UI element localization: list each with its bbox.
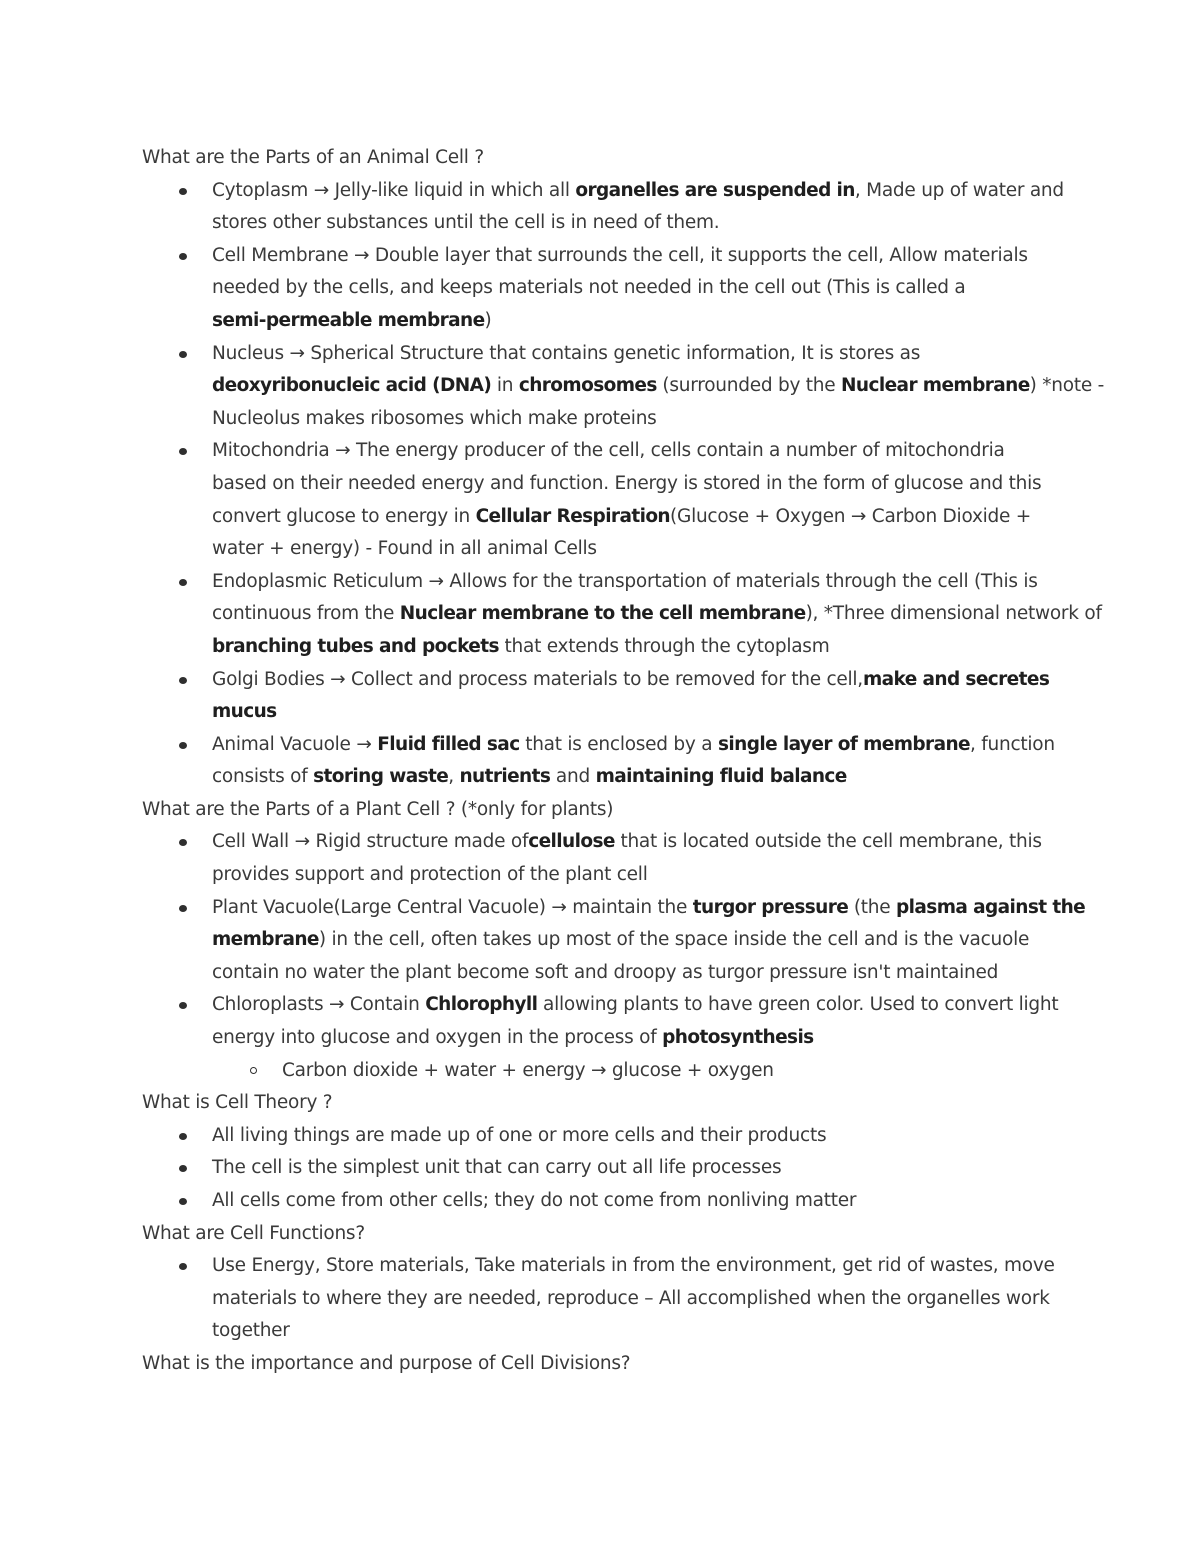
text-line: Nucleus → Spherical Structure that contains genetic information, It is stores as bbox=[212, 342, 921, 364]
animal-cell-list bbox=[142, 175, 1105, 794]
text-run: ) *note - bbox=[1029, 375, 1105, 397]
bold-term: cellulose bbox=[528, 831, 615, 853]
text-line: Endoplasmic Reticulum → Allows for the transportation of materials through the cell (This is bbox=[212, 570, 1038, 592]
bold-term: make and secretes bbox=[862, 668, 1050, 690]
text-run: , bbox=[448, 766, 460, 788]
list-item: All living things are made up of one or more cells and their products bbox=[142, 1120, 1072, 1153]
text-run: , Made up of water and bbox=[854, 179, 1064, 201]
text-line bbox=[212, 924, 1072, 957]
list-item-nucleus bbox=[142, 338, 1105, 436]
cell-theory-list bbox=[142, 1120, 1072, 1218]
text-line: Nucleolus makes ribosomes which make proteins bbox=[212, 407, 657, 429]
list-item-chloroplasts bbox=[142, 989, 1072, 1054]
bold-term: membrane bbox=[212, 929, 319, 951]
cell-theory-heading: What is Cell Theory ? bbox=[142, 1092, 333, 1114]
text-line: materials to where they are needed, reproduce – All accomplished when the organelles work bbox=[212, 1287, 1050, 1309]
text-line bbox=[212, 370, 1105, 403]
text-run: energy into glucose and oxygen in the process of bbox=[212, 1027, 663, 1049]
text-line bbox=[212, 501, 1072, 534]
text-run: consists of bbox=[212, 766, 314, 788]
text-run: Chloroplasts → Contain bbox=[212, 994, 426, 1016]
text-line bbox=[212, 305, 1072, 338]
bold-term: Fluid filled sac bbox=[377, 733, 520, 755]
bold-term: deoxyribonucleic acid (DNA) bbox=[212, 375, 492, 397]
text-line: based on their needed energy and function. Energy is stored in the form of glucose and this bbox=[212, 472, 1042, 494]
list-item: The cell is the simplest unit that can carry out all life processes bbox=[142, 1152, 1072, 1185]
plant-cell-list bbox=[142, 826, 1086, 1054]
list-item-plant-vacuole bbox=[142, 892, 1086, 990]
bold-term: chromosomes bbox=[518, 375, 657, 397]
text-run: ), *Three dimensional network of bbox=[805, 603, 1102, 625]
text-run: (surrounded by the bbox=[656, 375, 842, 397]
text-run: Cytoplasm → Jelly-like liquid in which all bbox=[212, 179, 576, 201]
list-item-endoplasmic-reticulum bbox=[142, 566, 1102, 664]
list-item-golgi-bodies bbox=[142, 664, 1072, 729]
text-run: in bbox=[491, 375, 519, 397]
bold-term: plasma against the bbox=[896, 896, 1086, 918]
cell-functions-heading: What are Cell Functions? bbox=[142, 1222, 365, 1244]
animal-cell-heading: What are the Parts of an Animal Cell ? bbox=[142, 147, 484, 168]
bold-term: storing waste bbox=[313, 766, 449, 788]
document-body bbox=[142, 142, 1105, 1381]
text-line: stores other substances until the cell is in need of them. bbox=[212, 212, 720, 234]
plant-cell-heading: What are the Parts of a Plant Cell ? (*only for plants) bbox=[142, 798, 614, 820]
text-run: that is enclosed by a bbox=[519, 733, 718, 755]
bold-term: single layer of membrane bbox=[717, 733, 970, 755]
text-run: that extends through the cytoplasm bbox=[498, 635, 830, 657]
list-item-functions bbox=[142, 1250, 1072, 1348]
text-run: , function bbox=[969, 733, 1055, 755]
text-line: provides support and protection of the plant cell bbox=[212, 864, 648, 886]
photosynthesis-sublist bbox=[142, 1055, 1072, 1088]
text-run: ) bbox=[484, 309, 492, 331]
bold-term: organelles are suspended in bbox=[575, 179, 855, 201]
bold-term: turgor pressure bbox=[692, 896, 849, 918]
text-run: allowing plants to have green color. Used to convert light bbox=[537, 994, 1059, 1016]
text-line bbox=[212, 729, 1072, 762]
list-item: All cells come from other cells; they do not come from nonliving matter bbox=[142, 1185, 1072, 1218]
cell-division-heading: What is the importance and purpose of Cell Divisions? bbox=[142, 1352, 631, 1374]
bold-term: Nuclear membrane to the cell membrane bbox=[399, 603, 806, 625]
text-run: that is located outside the cell membrane, this bbox=[614, 831, 1042, 853]
bold-term: semi-permeable membrane bbox=[212, 309, 485, 331]
text-line: contain no water the plant become soft and droopy as turgor pressure isn't maintained bbox=[212, 961, 999, 983]
text-line bbox=[212, 989, 1072, 1022]
text-run: Plant Vacuole(Large Central Vacuole) → maintain the bbox=[212, 896, 693, 918]
text-line bbox=[212, 696, 1072, 729]
list-item-cytoplasm bbox=[142, 175, 1072, 240]
text-run: and bbox=[550, 766, 596, 788]
bold-term: Nuclear membrane bbox=[841, 375, 1030, 397]
text-line bbox=[212, 175, 1072, 208]
text-run: Golgi Bodies → Collect and process materials to be removed for the cell, bbox=[212, 668, 863, 690]
text-run: continuous from the bbox=[212, 603, 400, 625]
text-line: together bbox=[212, 1320, 290, 1342]
text-line: Cell Membrane → Double layer that surrounds the cell, it supports the cell, Allow materials bbox=[212, 244, 1028, 266]
text-line: Use Energy, Store materials, Take materials in from the environment, get rid of wastes, move bbox=[212, 1255, 1055, 1277]
text-line bbox=[212, 761, 1072, 794]
bold-term: mucus bbox=[212, 701, 277, 723]
text-line bbox=[212, 826, 1072, 859]
text-line bbox=[212, 664, 1072, 697]
list-item-cell-membrane bbox=[142, 240, 1072, 338]
cell-functions-list bbox=[142, 1250, 1072, 1348]
bold-term: nutrients bbox=[459, 766, 551, 788]
sublist-item-photosynthesis-equation: Carbon dioxide + water + energy → glucose + oxygen bbox=[142, 1055, 1072, 1088]
text-run: (Glucose + Oxygen → Carbon Dioxide + bbox=[670, 505, 1032, 527]
text-line: Mitochondria → The energy producer of the cell, cells contain a number of mitochondria bbox=[212, 440, 1005, 462]
text-line: water + energy) - Found in all animal Cells bbox=[212, 538, 597, 560]
text-line bbox=[212, 892, 1086, 925]
bold-term: photosynthesis bbox=[662, 1027, 814, 1049]
text-line bbox=[212, 631, 1072, 664]
list-item-animal-vacuole bbox=[142, 729, 1072, 794]
bold-term: Cellular Respiration bbox=[475, 505, 671, 527]
text-run: Animal Vacuole → bbox=[212, 733, 378, 755]
text-line: needed by the cells, and keeps materials not needed in the cell out (This is called a bbox=[212, 277, 966, 299]
text-run: ) in the cell, often takes up most of the space inside the cell and is the vacuole bbox=[318, 929, 1030, 951]
text-line bbox=[212, 598, 1102, 631]
text-line bbox=[212, 1022, 1072, 1055]
bold-term: Chlorophyll bbox=[425, 994, 538, 1016]
text-run: Cell Wall → Rigid structure made of bbox=[212, 831, 529, 853]
text-run: (the bbox=[848, 896, 897, 918]
text-run: convert glucose to energy in bbox=[212, 505, 476, 527]
bold-term: maintaining fluid balance bbox=[595, 766, 847, 788]
list-item-mitochondria bbox=[142, 435, 1072, 565]
bold-term: branching tubes and pockets bbox=[212, 635, 499, 657]
list-item-cell-wall bbox=[142, 826, 1072, 891]
